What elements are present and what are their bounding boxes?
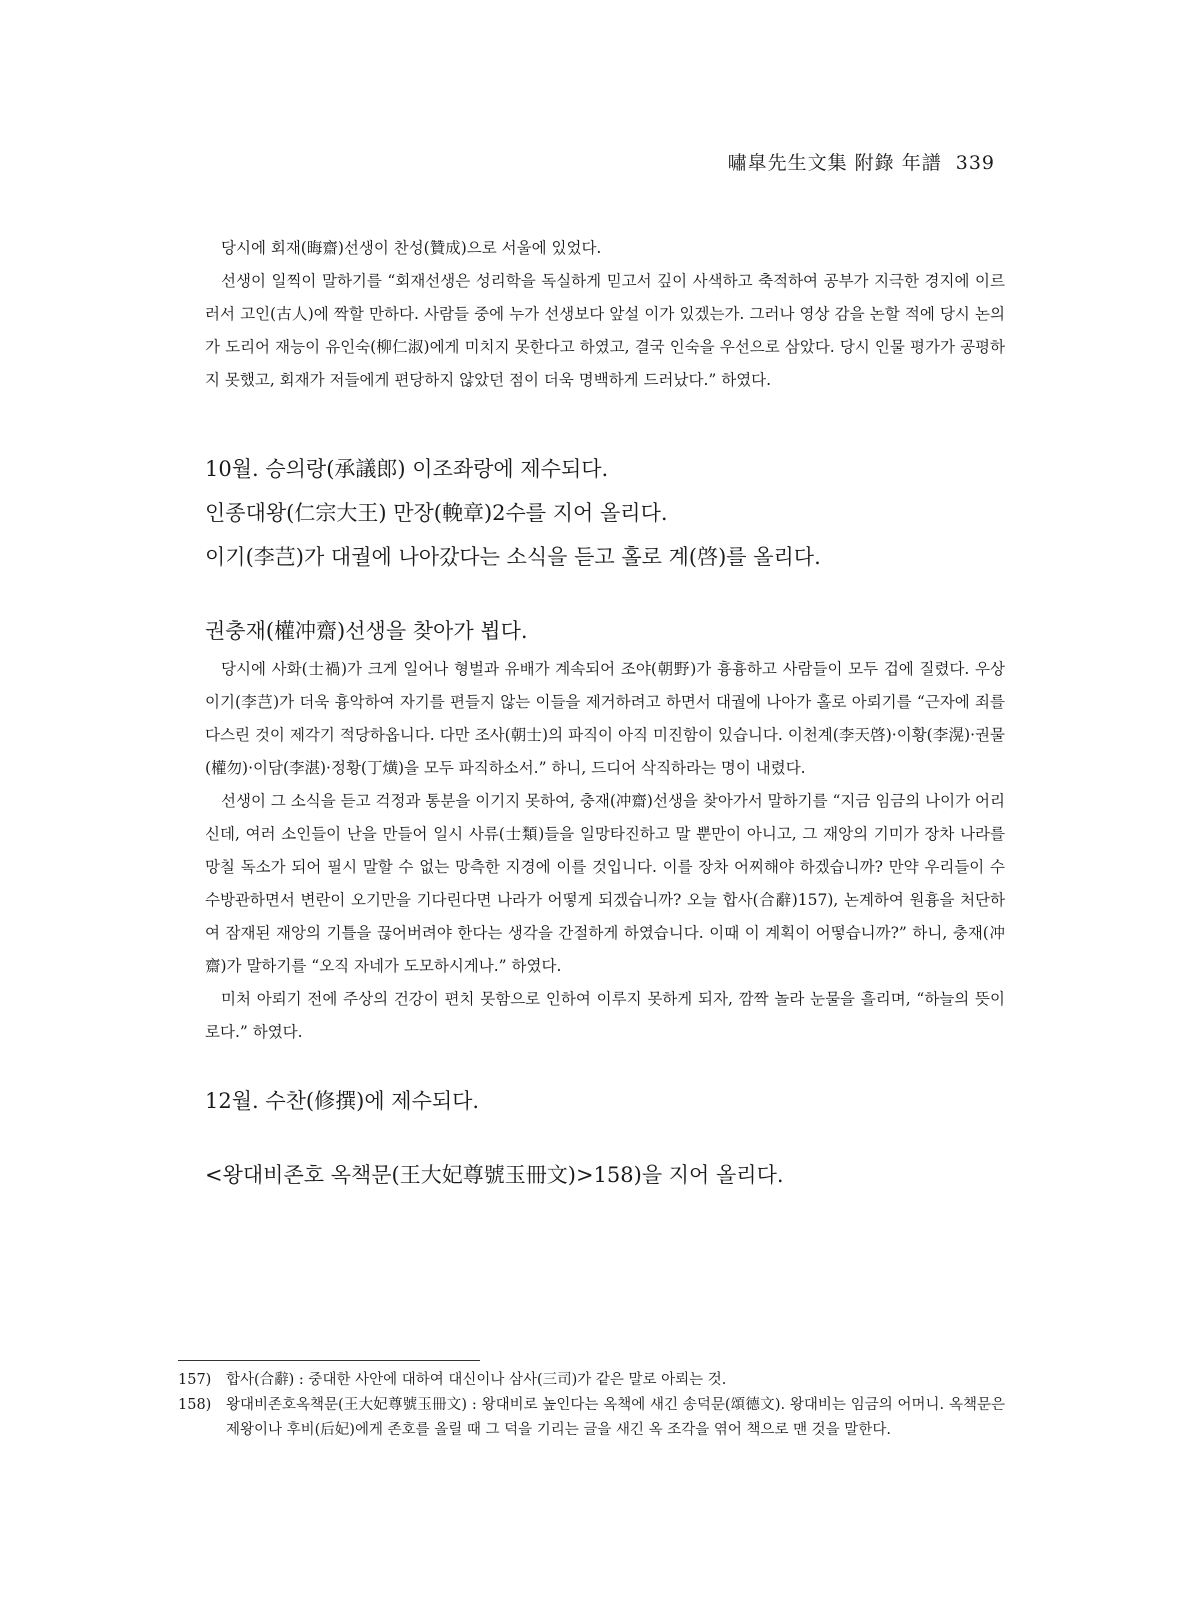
footnote bbox=[178, 1368, 1005, 1393]
footnote-text: 합사(合辭) : 중대한 사안에 대하여 대신이나 삼사(三司)가 같은 말로 아뢰는 것. bbox=[226, 1372, 727, 1388]
footnote-number: 158) bbox=[178, 1397, 212, 1413]
section-heading: 이기(李芑)가 대궐에 나아갔다는 소식을 듣고 홀로 계(啓)를 올리다. bbox=[205, 545, 821, 569]
running-title: 嘯皐先生文集 附錄 年譜 bbox=[727, 152, 942, 174]
running-header bbox=[728, 148, 995, 175]
footnote bbox=[178, 1393, 1005, 1443]
footnote-text: 왕대비존호옥책문(王大妃尊號玉冊文) : 왕대비로 높인다는 옥책에 새긴 송덕문(頌德文). 왕대비는 임금의 어머니. 옥책문은 제왕이나 후비(后妃)에게 존호를 올릴 때 그 덕을 기리는 글을 새긴 옥 조각을 엮어 책으로 맨 것을 말한다. bbox=[226, 1397, 1005, 1438]
section-heading: 권충재(權冲齋)선생을 찾아가 뵙다. bbox=[205, 619, 528, 643]
section-heading: <왕대비존호 옥책문(王大妃尊號玉冊文)>158)을 지어 올리다. bbox=[205, 1163, 784, 1187]
body-paragraph: 당시에 회재(晦齋)선생이 찬성(贊成)으로 서울에 있었다. bbox=[221, 239, 602, 257]
footnote-divider bbox=[178, 1360, 480, 1361]
section-heading: 12월. 수찬(修撰)에 제수되다. bbox=[205, 1089, 480, 1113]
body-paragraph: 선생이 일찍이 말하기를 “회재선생은 성리학을 독실하게 믿고서 깊이 사색하고 축적하여 공부가 지극한 경지에 이르러서 고인(古人)에 짝할 만하다. 사람들 중에 누가 선생보다 앞설 이가 있겠는가. 그러나 영상 감을 논할 적에 당시 논의가 도리어 재능이 유인숙(柳仁淑)에게 미치지 못한다고 하였고, 결국 인숙을 우선으로 삼았다. 당시 인물 평가가 공평하지 못했고, 회재가 저들에게 편당하지 않았던 점이 더욱 명백하게 드러났다.” 하였다. bbox=[205, 272, 1005, 389]
spacer bbox=[205, 397, 1005, 447]
main-text bbox=[205, 232, 1005, 1197]
section-heading: 10월. 승의랑(承議郎) 이조좌랑에 제수되다. bbox=[205, 457, 609, 481]
footnotes bbox=[178, 1368, 1005, 1443]
spacer bbox=[205, 579, 1005, 609]
footnote-number: 157) bbox=[178, 1372, 212, 1388]
spacer bbox=[205, 1123, 1005, 1153]
body-paragraph: 당시에 사화(士禍)가 크게 일어나 형벌과 유배가 계속되어 조야(朝野)가 흉흉하고 사람들이 모두 겁에 질렸다. 우상 이기(李芑)가 더욱 흉악하여 자기를 편들지 않는 이들을 제거하려고 하면서 대궐에 나아가 홀로 아뢰기를 “근자에 죄를 다스린 것이 제각기 적당하옵니다. 다만 조사(朝士)의 파직이 아직 미진함이 있습니다. 이천계(李天啓)·이황(李滉)·권물(權勿)·이담(李湛)·정황(丁熿)을 모두 파직하소서.” 하니, 드디어 삭직하라는 명이 내렸다. bbox=[205, 660, 1005, 777]
section-heading: 인종대왕(仁宗大王) 만장(輓章)2수를 지어 올리다. bbox=[205, 501, 668, 525]
spacer bbox=[205, 1049, 1005, 1079]
page-number: 339 bbox=[955, 152, 995, 174]
body-paragraph: 선생이 그 소식을 듣고 걱정과 통분을 이기지 못하여, 충재(冲齋)선생을 찾아가서 말하기를 “지금 임금의 나이가 어리신데, 여러 소인들이 난을 만들어 일시 사류(士類)들을 일망타진하고 말 뿐만이 아니고, 그 재앙의 기미가 장차 나라를 망칠 독소가 되어 필시 말할 수 없는 망측한 지경에 이를 것입니다. 이를 장차 어찌해야 하겠습니까? 만약 우리들이 수수방관하면서 변란이 오기만을 기다린다면 나라가 어떻게 되겠습니까? 오늘 합사(合辭)157), 논계하여 원흉을 처단하여 잠재된 재앙의 기틀을 끊어버려야 한다는 생각을 간절하게 하였습니다. 이때 이 계획이 어떻습니까?” 하니, 충재(冲齋)가 말하기를 “오직 자네가 도모하시게나.” 하였다. bbox=[205, 792, 1005, 975]
body-paragraph: 미처 아뢰기 전에 주상의 건강이 편치 못함으로 인하여 이루지 못하게 되자, 깜짝 놀라 눈물을 흘리며, “하늘의 뜻이로다.” 하였다. bbox=[205, 990, 1005, 1041]
